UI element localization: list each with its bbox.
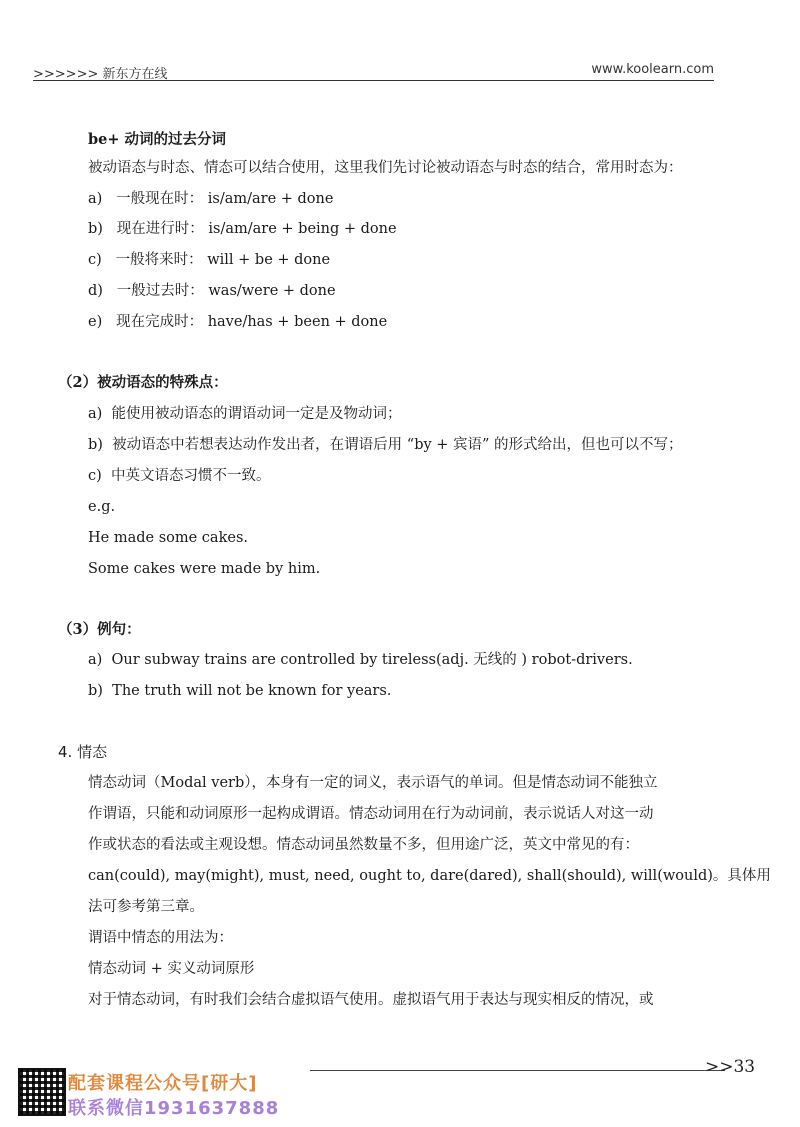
list-text: 能使用被动语态的谓语动词一定是及物动词； <box>111 406 402 422</box>
tense-name: 一般将来时： <box>115 252 203 268</box>
section-heading: （3）例句： <box>58 621 141 638</box>
page-header <box>33 62 714 81</box>
list-marker: b) <box>88 437 103 453</box>
list-item <box>88 466 271 486</box>
tense-name: 一般过去时： <box>116 283 204 299</box>
header-left: >>>>>> 新东方在线 <box>33 67 168 82</box>
footer-divider <box>310 1070 725 1071</box>
paragraph-line: 对于情态动词，有时我们会结合虚拟语气使用。虚拟语气用于表达与现实相反的情况，或 <box>88 992 654 1008</box>
list-marker: a) <box>88 406 103 422</box>
list-text: Our subway trains are controlled by tireless(adj. 无线的 ) robot-drivers. <box>111 652 633 668</box>
paragraph-line: 作谓语，只能和动词原形一起构成谓语。情态动词用在行为动词前，表示说话人对这一动 <box>88 806 654 822</box>
list-marker: b) <box>88 221 103 237</box>
list-marker: a) <box>88 652 103 668</box>
paragraph-line: 情态动词（Modal verb），本身有一定的词义，表示语气的单词。但是情态动词不能独立 <box>88 775 658 791</box>
list-text: 被动语态中若想表达动作发出者，在谓语后用 “by + 宾语” 的形式给出，但也可以不写； <box>112 437 683 453</box>
tense-name: 现在完成时： <box>116 314 204 330</box>
paragraph-line: 作或状态的看法或主观设想。情态动词虽然数量不多，但用途广泛，英文中常见的有： <box>88 837 639 853</box>
tense-name: 现在进行时： <box>116 221 204 237</box>
modal-paragraph <box>88 768 771 1016</box>
qr-code-icon <box>18 1068 66 1116</box>
tense-form: was/were + done <box>208 283 336 299</box>
list-marker: c) <box>88 252 102 268</box>
promo-line: 联系微信1931637888 <box>68 1098 280 1119</box>
tense-item <box>88 312 387 332</box>
section-heading: 4. 情态 <box>58 743 108 761</box>
paragraph-line: can(could), may(might), must, need, ought to, dare(dared), shall(should), will(would)。具体用 <box>88 868 771 884</box>
list-marker: a) <box>88 191 103 207</box>
list-marker: b) <box>88 683 103 699</box>
paragraph-line: 谓语中情态的用法为： <box>88 930 233 946</box>
list-text: 中英文语态习惯不一致。 <box>111 468 271 484</box>
promo-line: 配套课程公众号[研大] <box>68 1073 258 1094</box>
tense-form: will + be + done <box>207 252 331 268</box>
list-marker: d) <box>88 283 103 299</box>
tense-name: 一般现在时： <box>116 191 204 207</box>
list-text: The truth will not be known for years. <box>112 683 392 699</box>
example-label: e.g. <box>88 499 116 515</box>
section-heading: （2）被动语态的特殊点： <box>58 374 228 391</box>
intro-desc: 被动语态与时态、情态可以结合使用，这里我们先讨论被动语态与时态的结合，常用时态为： <box>88 160 683 176</box>
paragraph-line: 法可参考第三章。 <box>88 899 204 915</box>
tense-item <box>88 189 333 209</box>
page-number: >>33 <box>705 1057 756 1077</box>
tense-item <box>88 250 330 270</box>
list-item <box>88 435 683 455</box>
list-marker: c) <box>88 468 102 484</box>
list-item <box>88 404 402 424</box>
list-item <box>88 681 391 701</box>
tense-form: is/am/are + done <box>207 191 334 207</box>
intro-title: be+ 动词的过去分词 <box>88 131 227 148</box>
list-marker: e) <box>88 314 103 330</box>
example-sentence: He made some cakes. <box>88 530 248 546</box>
paragraph-line: 情态动词 + 实义动词原形 <box>88 961 255 977</box>
list-item <box>88 650 633 670</box>
tense-form: have/has + been + done <box>207 314 388 330</box>
tense-item <box>88 219 397 239</box>
header-url: www.koolearn.com <box>591 62 714 77</box>
example-sentence: Some cakes were made by him. <box>88 561 321 577</box>
tense-item <box>88 281 336 301</box>
tense-form: is/am/are + being + done <box>208 221 397 237</box>
